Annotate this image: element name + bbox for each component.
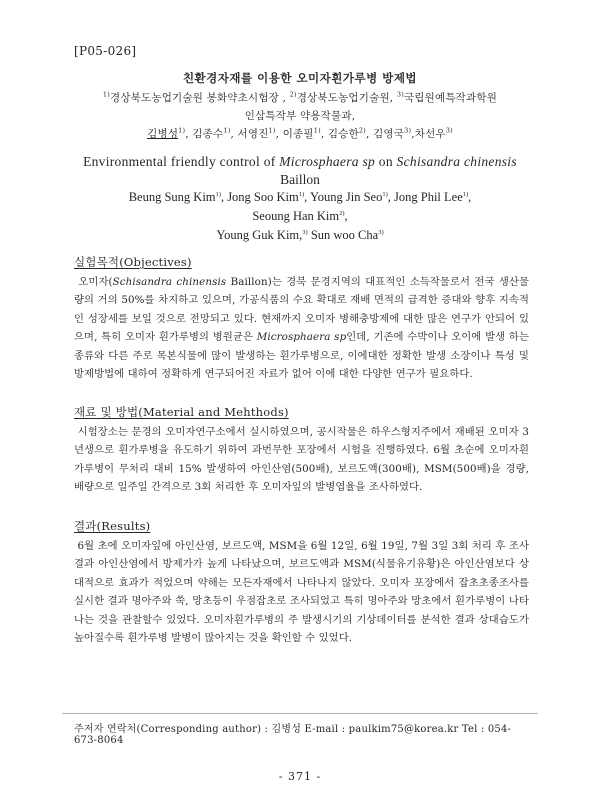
author-mark: 2) <box>358 126 366 135</box>
author-mark: 1) <box>382 190 388 198</box>
english-title-line-2: Baillon <box>280 172 320 187</box>
english-authors-line-1: Beung Sung Kim$^{1)}$, Jong Soo Kim$^{1)}$, Young Jin Seo$^{1)}$, Jong Phil Lee$^{1)}$, <box>128 190 472 204</box>
author-name: Seoung Han Kim <box>252 209 340 223</box>
author-mark: 3) <box>445 126 453 135</box>
paragraph-text: 시험장소는 문경의 오미자연구소에서 실시하였으며, 공시작물은 하우스형지주에서 재배된 오미자 3년생으로 흰가루병을 유도하기 위하여 과번무한 포장에서 시험을 진행하였다. 6월 초순에 오미자흰가루병이 무처리 대비 15% 발생하여 아인산염(500배), 보르도액(300배), MSM(500배)을 경량, 배량으로 일주일 간격으로 3회 처리한 후 오미자잎의 발병엽율을 조사하였다. <box>74 426 529 494</box>
affiliation-org: 경상북도농업기술원 봉화약초시험장 , <box>110 92 290 104</box>
author-mark: 1) <box>178 126 186 135</box>
section-heading: 재료 및 방법(Material and Mehthods) <box>74 405 289 419</box>
corresponding-author: 주저자 연락처(Corresponding author) : 김병성 E-mail : paulkim75@korea.kr Tel : 054-673-8064 <box>74 724 512 746</box>
author-name: Young Jin Seo <box>309 190 383 204</box>
paragraph-text: 오미자( <box>78 276 113 288</box>
footer-divider <box>62 713 538 714</box>
paragraph-text: 6월 초에 오미자잎에 아인산염, 보르도액, MSM을 6월 12일, 6월 19일, 7월 3일 3회 처리 후 조사결과 아인산염에서 방제가가 높게 나타났으며, 보르도액과 MSM(식물유기유황)은 아인산염보다 상대적으로 효과가 적었으며 약해는 모든자재에서 나타나지 않았다. 오미자 포장에서 잡초초종조사를 실시한 결과 명아주와 쑥, 망초등이 우점잡초로 조사되었고 특히 명아주와 망초에서 흰가루병이 나타나는 것을 관찰할수 있었다. 오미자흰가루병의 주 발생시기의 기상데이터를 분석한 결과 상대습도가 높아질수록 흰가루병 발병이 많아지는 것을 확인할 수 있었다. <box>74 540 529 645</box>
affiliation-mark: 2) <box>289 90 297 99</box>
author-mark: 3) <box>378 228 384 236</box>
author-mark: 1) <box>298 190 305 198</box>
abstract-code: [P05-026] <box>74 44 137 58</box>
author-mark: 3) <box>404 126 412 135</box>
author-name: Jong Soo Kim <box>227 190 299 204</box>
affiliation-org: 국립원예특작과학원 <box>403 92 498 104</box>
scientific-name: Microsphaera sp <box>256 331 347 344</box>
author-mark: 1) <box>268 126 276 135</box>
methods-section <box>74 404 529 497</box>
author-name: 김병성 <box>147 128 179 140</box>
author-name: 차선우 <box>414 128 446 140</box>
english-title-text: on <box>375 154 397 169</box>
affiliations-line-1 <box>40 90 560 105</box>
english-authors-line-3 <box>40 228 560 243</box>
author-name: Sun woo Cha <box>310 228 379 242</box>
paragraph-text: Baillon)는 경북 문경지역의 대표적인 소득작물로서 전국 생산물량의 거의 50%를 차지하고 있으며, 가공식품의 수요 확대로 재배 면적의 급격한 증대와 향후 지속적인 성장세를 보일 것으로 전망되고 있다. 현재까지 오미자 병해충방제에 대한 많은 연구가 안되어 있으며, 특히 오미자 흰가루병의 병원균은 <box>74 276 530 344</box>
host-name: Schisandra chinensis <box>396 154 517 169</box>
author-name: 이종필 <box>282 128 314 140</box>
author-mark: 2) <box>339 209 345 217</box>
author-name: 김승한 <box>327 128 359 140</box>
section-heading: 실험목적(Objectives) <box>74 255 192 269</box>
korean-authors: 김병성$^{1)}$, 김종수$^{1)}$, 서영진$^{1)}$, 이종필$^{1)}$, 김승한$^{2)}$, 김영국$^{3)}$,차선우$^{3)}$ <box>147 126 453 140</box>
objectives-section <box>74 254 529 383</box>
scientific-name: Schisandra chinensis <box>112 276 227 288</box>
author-mark: 1) <box>313 126 321 135</box>
author-mark: 1) <box>215 190 221 198</box>
english-authors-line-2: Seoung Han Kim$^{2)}$, <box>252 209 348 223</box>
english-title-text: Environmental friendly control of <box>83 154 280 169</box>
author-name: Young Guk Kim, <box>216 228 303 242</box>
objectives-paragraph <box>74 273 529 383</box>
affiliation-mark: 1) <box>102 90 110 99</box>
author-name: Jong Phil Lee <box>394 190 463 204</box>
author-name: 김종수 <box>192 128 224 140</box>
affiliations-line-2: 인삼특작부 약용작물과, <box>244 110 356 122</box>
affiliation-org: 경상북도농업기술원, <box>296 92 397 104</box>
author-mark: 3) <box>302 228 308 236</box>
korean-title: 친환경자재를 이용한 오미자흰가루병 방제법 <box>182 71 418 85</box>
author-name: Beung Sung Kim <box>128 190 216 204</box>
section-heading: 결과(Results) <box>74 519 151 533</box>
author-mark: 1) <box>223 126 231 135</box>
results-paragraph <box>74 537 529 647</box>
author-mark: 1) <box>462 190 469 198</box>
author-name: 서영진 <box>237 128 269 140</box>
pathogen-name: Microsphaera sp <box>279 154 376 169</box>
results-section <box>74 518 529 647</box>
author-name: 김영국 <box>373 128 405 140</box>
paragraph-text: 인데, 기존에 수박이나 오이에 발생 하는 종류와 다른 주로 목본식물에 많이 발생하는 흰가루병으로, 이에대한 정확한 발생 소장이나 특성 및 방제방법에 대하여 정확하게 연구되어진 자료가 없어 이에 대한 다양한 연구가 필요하다. <box>74 331 529 381</box>
methods-paragraph <box>74 423 529 497</box>
english-title <box>40 154 560 170</box>
affiliation-mark: 3) <box>396 90 404 99</box>
page-number: - 371 - <box>278 770 322 783</box>
